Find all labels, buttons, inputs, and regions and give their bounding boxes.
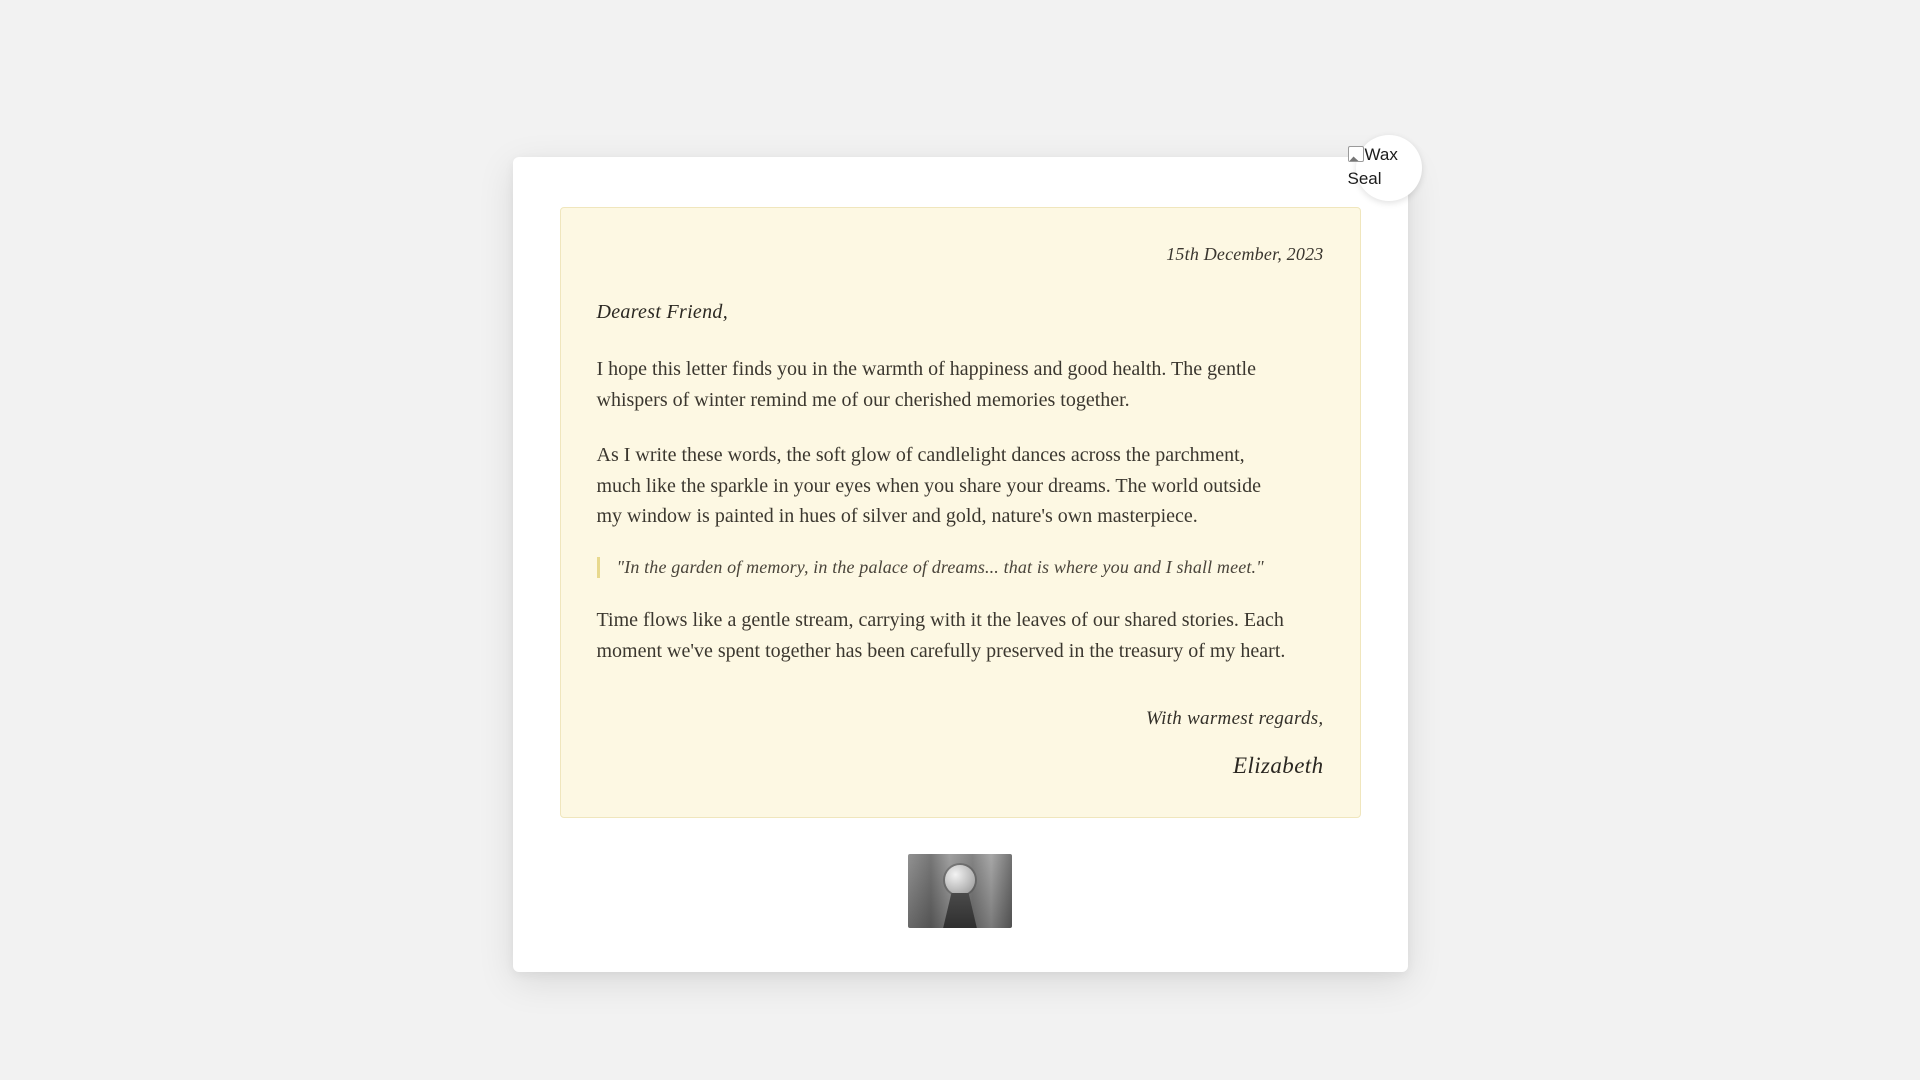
letter-quote-block <box>597 557 1324 578</box>
letter-paragraph-2: As I write these words, the soft glow of candlelight dances across the parchment, much like the sparkle in your eyes when you share your dreams. The world outside my window is painted in hues of silver and gold, nature's own masterpiece. <box>596 444 1261 528</box>
letter-card <box>513 145 1408 972</box>
wax-seal-alt-text: Wax Seal <box>1347 145 1398 188</box>
wax-seal <box>1347 135 1422 201</box>
letter-closing: With warmest regards, <box>1146 708 1324 730</box>
letter-paragraph-1: I hope this letter finds you in the warmth of happiness and good health. The gentle whispers of winter remind me of our cherished memories together. <box>596 358 1256 411</box>
letter-quote-text: "In the garden of memory, in the palace of dreams... that is where you and I shall meet." <box>616 556 1264 577</box>
broken-image-glyph <box>1348 146 1364 162</box>
portrait-photo <box>908 854 1012 928</box>
letter-salutation: Dearest Friend, <box>596 301 729 323</box>
letter-signature: Elizabeth <box>1233 753 1324 779</box>
parchment-sheet <box>560 207 1361 818</box>
broken-image-icon <box>1348 143 1412 191</box>
letter-date: 15th December, 2023 <box>1166 244 1324 264</box>
letter-paragraph-3: Time flows like a gentle stream, carrying with it the leaves of our shared stories. Each moment we've spent together has been carefully preserved in the treasury of my heart. <box>596 608 1286 662</box>
photo-row <box>560 854 1361 928</box>
